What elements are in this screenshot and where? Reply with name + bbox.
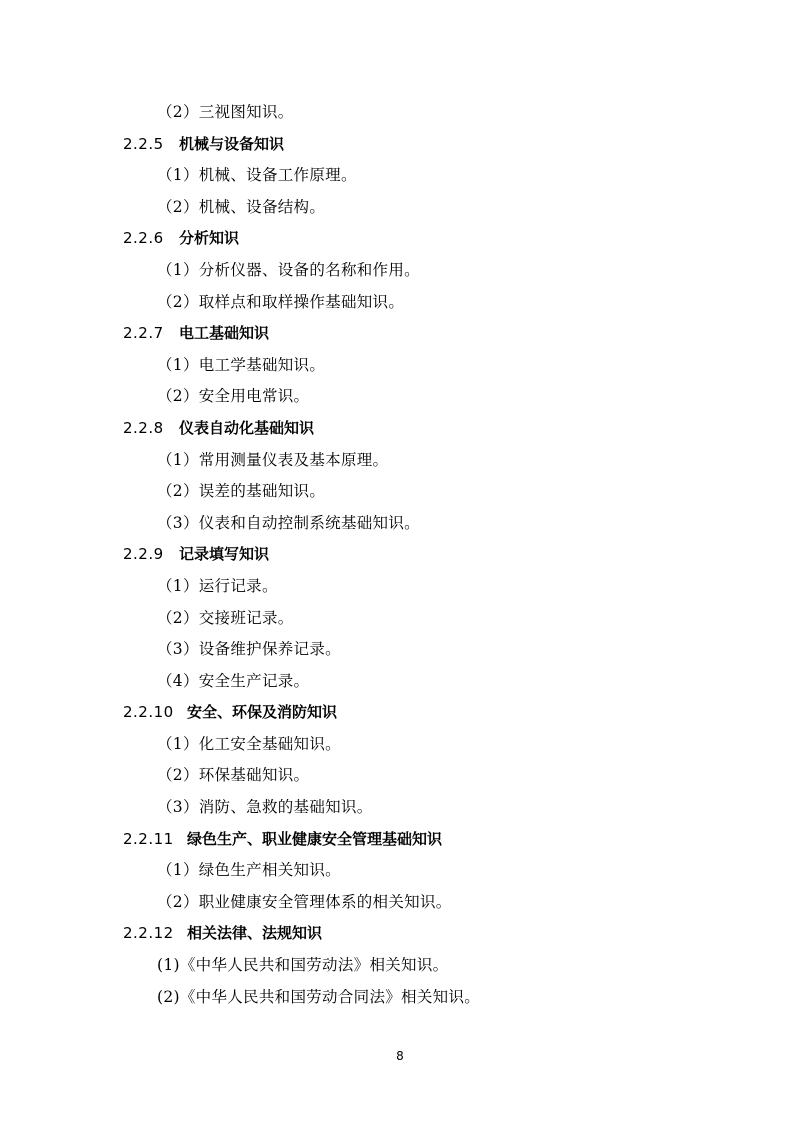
section-heading (0, 539, 800, 571)
list-item: （3）消防、急救的基础知识。 (157, 798, 373, 817)
list-item: （1）分析仪器、设备的名称和作用。 (157, 260, 420, 279)
list-item: （2）三视图知识。 (157, 103, 294, 121)
section-heading (0, 129, 800, 161)
list-item: （3）仪表和自动控制系统基础知识。 (157, 513, 420, 532)
list-item: （1）机械、设备工作原理。 (157, 166, 357, 185)
list-item: （1）常用测量仪表及基本原理。 (157, 450, 389, 469)
section-number: 2.2.5 (123, 134, 164, 153)
list-item: （4）安全生产记录。 (157, 671, 310, 690)
list-item: （2）误差的基础知识。 (157, 482, 326, 501)
section-heading (0, 697, 800, 729)
section-title: 仪表自动化基础知识 (179, 418, 315, 437)
section-title: 电工基础知识 (179, 324, 270, 343)
section-heading (0, 824, 800, 856)
list-item: （2）取样点和取样操作基础知识。 (157, 292, 405, 311)
section-title: 绿色生产、职业健康安全管理基础知识 (187, 829, 443, 848)
section-number: 2.2.10 (123, 703, 174, 722)
section-title: 安全、环保及消防知识 (187, 703, 338, 722)
section-heading (0, 223, 800, 255)
section-heading (0, 413, 800, 445)
list-item: （1）化工安全基础知识。 (157, 734, 341, 753)
list-item: (2)《中华人民共和国劳动合同法》相关知识。 (157, 987, 481, 1006)
list-item: （2）机械、设备结构。 (157, 197, 326, 216)
section-title: 相关法律、法规知识 (187, 924, 323, 943)
section-title: 记录填写知识 (179, 545, 270, 564)
list-item: （2）环保基础知识。 (157, 766, 310, 785)
list-item: （1）绿色生产相关知识。 (157, 861, 341, 880)
section-number: 2.2.9 (123, 545, 164, 564)
section-number: 2.2.6 (123, 229, 164, 248)
section-heading (0, 318, 800, 350)
list-item: （2）职业健康安全管理体系的相关知识。 (157, 892, 452, 911)
list-item: （1）运行记录。 (157, 576, 278, 595)
page-number: 8 (396, 1049, 404, 1063)
list-item: （1）电工学基础知识。 (157, 355, 326, 374)
section-number: 2.2.8 (123, 418, 164, 437)
section-heading (0, 918, 800, 950)
section-title: 分析知识 (179, 229, 240, 248)
list-item: （3）设备维护保养记录。 (157, 640, 341, 659)
list-item: （2）交接班记录。 (157, 608, 294, 627)
section-title: 机械与设备知识 (179, 134, 285, 153)
page-content (0, 97, 800, 1013)
section-number: 2.2.7 (123, 324, 164, 343)
list-item: (1)《中华人民共和国劳动法》相关知识。 (157, 956, 449, 975)
section-number: 2.2.11 (123, 829, 174, 848)
list-item: （2）安全用电常识。 (157, 387, 310, 406)
section-number: 2.2.12 (123, 924, 174, 943)
